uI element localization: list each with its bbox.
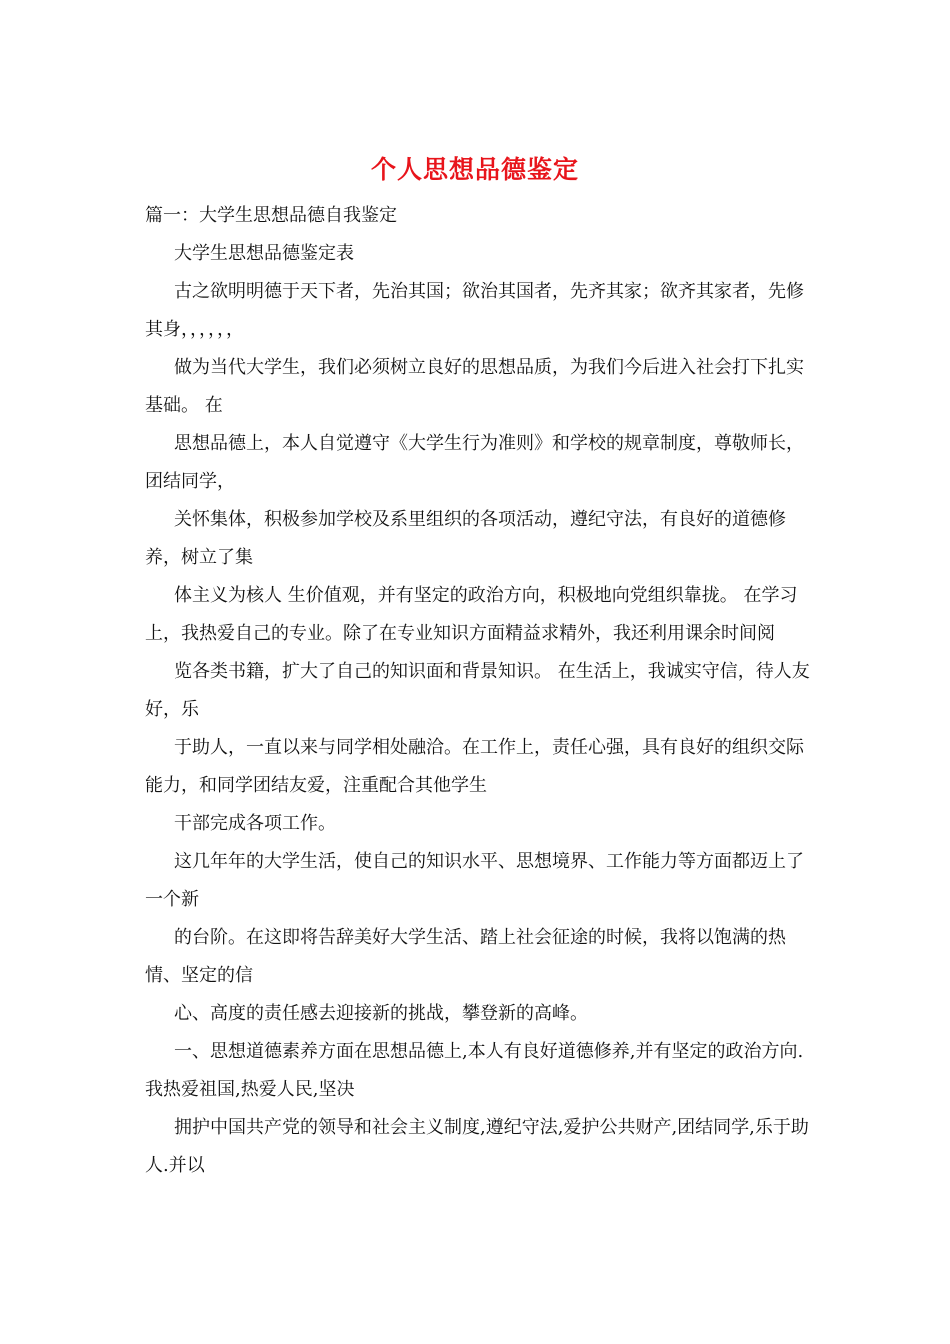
paragraph: 拥护中国共产党的领导和社会主义制度,遵纪守法,爱护公共财产,团结同学,乐于助人.并以 [145, 1117, 809, 1176]
paragraph: 这几年年的大学生活，使自己的知识水平、思想境界、工作能力等方面都迈上了一个新 [145, 851, 804, 910]
paragraph: 大学生思想品德鉴定表 [174, 243, 354, 264]
paragraph: 思想品德上，本人自觉遵守《大学生行为准则》和学校的规章制度，尊敬师长，团结同学， [145, 433, 804, 492]
paragraph: 览各类书籍，扩大了自己的知识面和背景知识。 在生活上，我诚实守信，待人友好，乐 [145, 661, 810, 720]
paragraph: 于助人，一直以来与同学相处融洽。在工作上，责任心强，具有良好的组织交际能力，和同学团结友爱，注重配合其他学生 [145, 737, 804, 796]
document-body [145, 197, 810, 1185]
paragraph: 关怀集体，积极参加学校及系里组织的各项活动，遵纪守法，有良好的道德修养，树立了集 [145, 509, 786, 568]
section-heading: 篇一：大学生思想品德自我鉴定 [145, 205, 397, 226]
paragraph: 做为当代大学生，我们必须树立良好的思想品质，为我们今后进入社会打下扎实基础。 在 [145, 357, 804, 416]
paragraph: 古之欲明明德于天下者，先治其国；欲治其国者，先齐其家；欲齐其家者，先修其身，，，，，， [145, 281, 804, 340]
paragraph: 干部完成各项工作。 [174, 813, 336, 834]
paragraph: 心、高度的责任感去迎接新的挑战，攀登新的高峰。 [174, 1003, 588, 1024]
paragraph: 体主义为核人 生价值观，并有坚定的政治方向，积极地向党组织靠拢。 在学习上，我热爱自己的专业。除了在专业知识方面精益求精外，我还利用课余时间阅 [145, 585, 798, 644]
paragraph: 一、思想道德素养方面在思想品德上,本人有良好道德修养,并有坚定的政治方向.我热爱祖国,热爱人民,坚决 [145, 1041, 804, 1100]
document-title: 个人思想品德鉴定 [370, 155, 579, 184]
paragraph: 的台阶。在这即将告辞美好大学生活、踏上社会征途的时候，我将以饱满的热情、坚定的信 [145, 927, 786, 986]
